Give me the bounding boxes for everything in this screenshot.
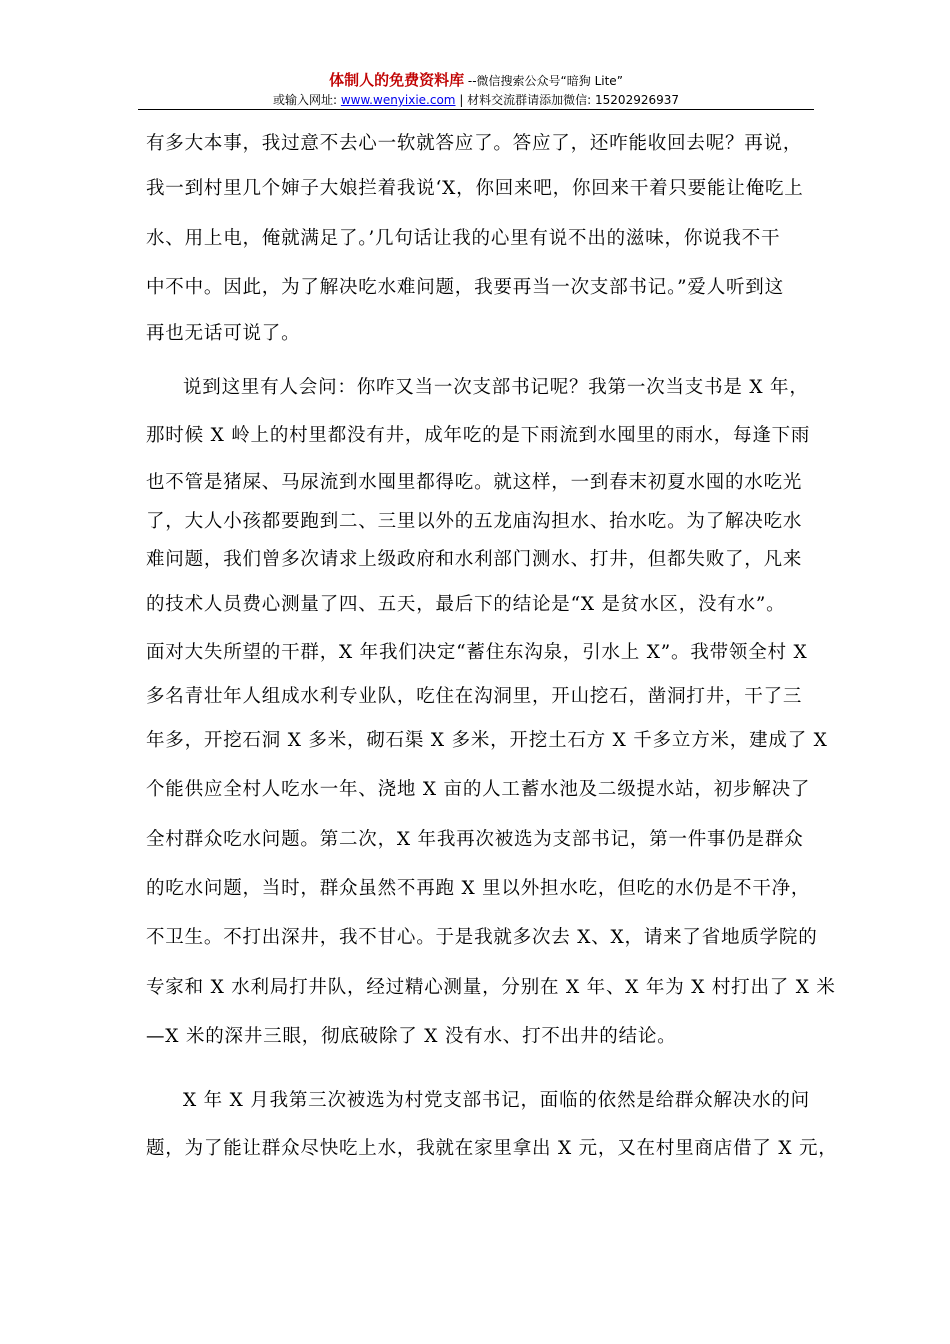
text-line: —X 米的深井三眼，彻底破除了 X 没有水、打不出井的结论。 [146, 1026, 677, 1047]
text-line: 多名青壮年人组成水利专业队，吃住在沟洞里，开山挖石，凿洞打井，干了三 [146, 686, 803, 707]
text-line: 不卫生。不打出深井，我不甘心。于是我就多次去 X、X，请来了省地质学院的 [146, 927, 818, 948]
header-contact: | 材料交流群请添加微信: 15202926937 [455, 93, 680, 107]
text-line: 的吃水问题，当时，群众虽然不再跑 X 里以外担水吃，但吃的水仍是不干净， [146, 878, 811, 899]
text-line: 那时候 X 岭上的村里都没有井，成年吃的是下雨流到水囤里的雨水，每逢下雨 [146, 425, 811, 446]
header-divider [138, 109, 814, 110]
text-line: 水、用上电，俺就满足了。’几句话让我的心里有说不出的滋味，你说我不干 [146, 228, 781, 249]
header-title-line [138, 70, 814, 91]
text-line: 的技术人员费心测量了四、五天，最后下的结论是“X 是贫水区，没有水”。 [146, 594, 786, 615]
text-line: 难问题，我们曾多次请求上级政府和水利部门测水、打井，但都失败了，凡来 [146, 549, 803, 570]
text-line: 个能供应全村人吃水一年、浇地 X 亩的人工蓄水池及二级提水站，初步解决了 [146, 779, 811, 800]
text-line: 再也无话可说了。 [146, 323, 301, 344]
text-line: 了，大人小孩都要跑到二、三里以外的五龙庙沟担水、抬水吃。为了解决吃水 [146, 511, 803, 532]
text-line: 题，为了能让群众尽快吃上水，我就在家里拿出 X 元，又在村里商店借了 X 元， [146, 1138, 838, 1159]
page-header [138, 70, 814, 109]
text-line: 年多，开挖石洞 X 多米，砌石渠 X 多米，开挖土石方 X 千多立方米，建成了 X [146, 730, 828, 751]
header-contact-line [138, 91, 814, 109]
text-line: 中不中。因此，为了解决吃水难问题，我要再当一次支部书记。”爱人听到这 [146, 277, 784, 298]
text-line: 也不管是猪屎、马尿流到水囤里都得吃。就这样，一到春末初夏水囤的水吃光 [146, 472, 803, 493]
header-subtitle: --微信搜索公众号“暗狗 Lite” [464, 74, 623, 88]
header-url-label: 或输入网址: [272, 93, 341, 107]
text-line: 有多大本事，我过意不去心一软就答应了。答应了，还咋能收回去呢？再说， [146, 133, 803, 154]
header-website-link[interactable]: www.wenyixie.com [340, 93, 456, 107]
text-line: 全村群众吃水问题。第二次，X 年我再次被选为支部书记，第一件事仍是群众 [146, 829, 804, 850]
text-line: 面对大失所望的干群，X 年我们决定“蓄住东沟泉，引水上 X”。我带领全村 X [146, 642, 808, 663]
text-line: 专家和 X 水利局打井队，经过精心测量，分别在 X 年、X 年为 X 村打出了 X 米 [146, 977, 836, 998]
header-title: 体制人的免费资料库 [329, 71, 465, 89]
text-line: 我一到村里几个婶子大娘拦着我说‘X，你回来吧，你回来干着只要能让俺吃上 [146, 178, 804, 199]
text-line: X 年 X 月我第三次被选为村党支部书记，面临的依然是给群众解决水的问 [183, 1090, 810, 1111]
text-line: 说到这里有人会问：你咋又当一次支部书记呢？我第一次当支书是 X 年， [183, 377, 809, 398]
